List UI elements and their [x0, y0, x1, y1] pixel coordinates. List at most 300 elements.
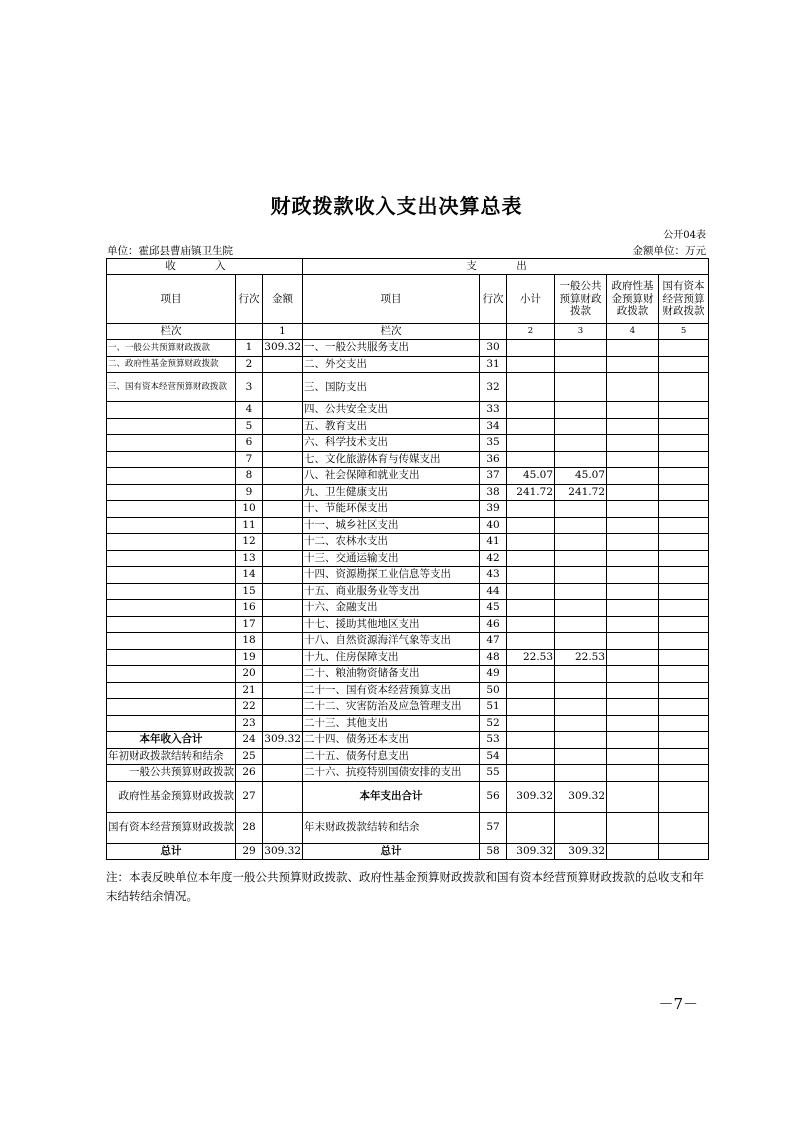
general-budget-cell: [555, 451, 607, 468]
state-capital-cell: [659, 765, 709, 782]
state-capital-cell: [659, 812, 709, 843]
state-capital-cell: [659, 748, 709, 765]
expense-item-cell: 二十三、其他支出: [303, 715, 480, 732]
income-amount-header: 金额: [263, 275, 303, 324]
table-row: [107, 781, 709, 812]
col-index-label-right: 栏次: [303, 324, 480, 340]
subtotal-cell: [507, 748, 555, 765]
gov-fund-cell: [607, 501, 659, 518]
gov-fund-cell: [607, 550, 659, 567]
expense-row-no-cell: 37: [480, 468, 507, 485]
table-row: [107, 567, 709, 584]
expense-item-cell: 二、外交支出: [303, 356, 480, 373]
income-item-cell: [107, 583, 236, 600]
fiscal-summary-table: [106, 258, 709, 860]
expense-item-cell: 十一、城乡社区支出: [303, 517, 480, 534]
income-item-cell: 政府性基金预算财政拨款: [107, 781, 236, 812]
subtotal-cell: [507, 402, 555, 419]
general-budget-cell: [555, 534, 607, 551]
expense-row-no-cell: 42: [480, 550, 507, 567]
gov-fund-cell: [607, 583, 659, 600]
subtotal-cell: [507, 418, 555, 435]
income-item-cell: [107, 699, 236, 716]
state-capital-cell: [659, 600, 709, 617]
income-amount-cell: [263, 550, 303, 567]
subtotal-cell: [507, 534, 555, 551]
income-item-cell: [107, 666, 236, 683]
expense-item-cell: 十五、商业服务业等支出: [303, 583, 480, 600]
col-index-blank: [236, 324, 263, 340]
expense-item-cell: 二十一、国有资本经营预算支出: [303, 682, 480, 699]
subtotal-cell: 45.07: [507, 468, 555, 485]
expense-row-no-cell: 52: [480, 715, 507, 732]
expense-item-cell: 三、国防支出: [303, 373, 480, 402]
income-item-cell: [107, 567, 236, 584]
income-row-no-cell: 4: [236, 402, 263, 419]
income-amount-cell: [263, 373, 303, 402]
general-budget-cell: [555, 517, 607, 534]
state-capital-cell: [659, 468, 709, 485]
income-amount-cell: [263, 435, 303, 452]
table-row: [107, 583, 709, 600]
income-item-cell: [107, 501, 236, 518]
income-row-no-cell: 27: [236, 781, 263, 812]
income-amount-cell: [263, 356, 303, 373]
expense-item-cell: 年末财政拨款结转和结余: [303, 812, 480, 843]
table-row: [107, 468, 709, 485]
income-item-cell: 一般公共预算财政拨款: [107, 765, 236, 782]
expense-item-cell: 二十六、抗疫特别国债安排的支出: [303, 765, 480, 782]
gov-fund-cell: [607, 715, 659, 732]
expense-row-no-cell: 35: [480, 435, 507, 452]
income-row-no-cell: 3: [236, 373, 263, 402]
general-budget-cell: [555, 812, 607, 843]
income-amount-cell: [263, 781, 303, 812]
income-row-no-header: 行次: [236, 275, 263, 324]
state-capital-cell: [659, 484, 709, 501]
expense-item-cell: 七、文化旅游体育与传媒支出: [303, 451, 480, 468]
income-item-cell: [107, 715, 236, 732]
table-row: [107, 812, 709, 843]
gov-fund-cell: [607, 732, 659, 749]
expense-row-no-cell: 53: [480, 732, 507, 749]
expense-row-no-cell: 31: [480, 356, 507, 373]
state-capital-cell: [659, 517, 709, 534]
state-capital-cell: [659, 732, 709, 749]
expense-item-cell: 十、节能环保支出: [303, 501, 480, 518]
col-index-blank: [480, 324, 507, 340]
expense-item-cell: 八、社会保障和就业支出: [303, 468, 480, 485]
col-index-label-left: 栏次: [107, 324, 236, 340]
state-capital-cell: [659, 567, 709, 584]
general-budget-cell: [555, 402, 607, 419]
expense-item-cell: 十三、交通运输支出: [303, 550, 480, 567]
income-row-no-cell: 6: [236, 435, 263, 452]
expense-item-cell: 四、公共安全支出: [303, 402, 480, 419]
col-index-gov-fund: 4: [607, 324, 659, 340]
general-budget-cell: [555, 682, 607, 699]
gov-fund-cell: [607, 356, 659, 373]
gov-fund-cell: [607, 682, 659, 699]
income-row-no-cell: 14: [236, 567, 263, 584]
subtotal-cell: [507, 616, 555, 633]
gov-fund-cell: [607, 781, 659, 812]
general-budget-cell: [555, 583, 607, 600]
income-amount-cell: [263, 567, 303, 584]
expense-row-no-cell: 49: [480, 666, 507, 683]
income-amount-cell: [263, 583, 303, 600]
gov-fund-cell: [607, 666, 659, 683]
state-capital-cell: [659, 843, 709, 860]
table-row: [107, 633, 709, 650]
income-amount-cell: 309.32: [263, 340, 303, 357]
table-row: [107, 451, 709, 468]
expense-row-no-cell: 39: [480, 501, 507, 518]
general-budget-cell: 45.07: [555, 468, 607, 485]
expense-row-no-cell: 43: [480, 567, 507, 584]
general-budget-cell: [555, 418, 607, 435]
subtotal-cell: [507, 583, 555, 600]
expense-row-no-cell: 47: [480, 633, 507, 650]
income-amount-cell: [263, 765, 303, 782]
general-budget-cell: [555, 748, 607, 765]
table-row: [107, 373, 709, 402]
general-budget-cell: 22.53: [555, 649, 607, 666]
subtotal-cell: 241.72: [507, 484, 555, 501]
expense-item-cell: 本年支出合计: [303, 781, 480, 812]
state-capital-cell: [659, 633, 709, 650]
table-row: [107, 484, 709, 501]
expense-row-no-cell: 38: [480, 484, 507, 501]
income-item-cell: 一、一般公共预算财政拨款: [107, 340, 236, 357]
state-capital-cell: [659, 435, 709, 452]
state-capital-cell: [659, 418, 709, 435]
expense-row-no-cell: 54: [480, 748, 507, 765]
unit-label: 单位：霍邱县曹庙镇卫生院: [107, 245, 233, 257]
income-amount-cell: 309.32: [263, 843, 303, 860]
state-capital-cell: [659, 715, 709, 732]
expense-row-no-cell: 32: [480, 373, 507, 402]
page-number: －7－: [658, 995, 698, 1013]
expense-row-no-cell: 46: [480, 616, 507, 633]
income-item-cell: 本年收入合计: [107, 732, 236, 749]
general-budget-cell: [555, 340, 607, 357]
income-amount-cell: [263, 451, 303, 468]
subtotal-cell: [507, 666, 555, 683]
general-budget-header: 一般公共预算财政拨款: [555, 275, 607, 324]
gov-fund-cell: [607, 435, 659, 452]
income-item-cell: [107, 484, 236, 501]
general-budget-cell: [555, 501, 607, 518]
expense-item-cell: 九、卫生健康支出: [303, 484, 480, 501]
table-row: [107, 340, 709, 357]
gov-fund-cell: [607, 418, 659, 435]
income-amount-cell: [263, 517, 303, 534]
income-row-no-cell: 19: [236, 649, 263, 666]
gov-fund-cell: [607, 616, 659, 633]
subtotal-cell: [507, 550, 555, 567]
income-amount-cell: [263, 812, 303, 843]
expense-item-cell: 二十四、债务还本支出: [303, 732, 480, 749]
table-row: [107, 748, 709, 765]
col-index-general: 3: [555, 324, 607, 340]
state-capital-cell: [659, 373, 709, 402]
income-row-no-cell: 22: [236, 699, 263, 716]
expense-item-cell: 总计: [303, 843, 480, 860]
income-amount-cell: [263, 501, 303, 518]
gov-fund-cell: [607, 340, 659, 357]
income-row-no-cell: 10: [236, 501, 263, 518]
income-item-cell: [107, 451, 236, 468]
income-row-no-cell: 21: [236, 682, 263, 699]
section-header-row: [107, 259, 709, 275]
income-item-cell: [107, 616, 236, 633]
income-item-cell: [107, 682, 236, 699]
gov-fund-cell: [607, 484, 659, 501]
table-row: [107, 550, 709, 567]
income-item-cell: [107, 418, 236, 435]
expense-row-no-cell: 30: [480, 340, 507, 357]
gov-fund-cell: [607, 517, 659, 534]
gov-fund-cell: [607, 600, 659, 617]
page-title: 财政拨款收入支出决算总表: [270, 194, 523, 218]
expense-item-cell: 二十五、债务付息支出: [303, 748, 480, 765]
state-capital-cell: [659, 649, 709, 666]
col-index-state-capital: 5: [659, 324, 709, 340]
general-budget-cell: [555, 435, 607, 452]
subtotal-header: 小计: [507, 275, 555, 324]
gov-fund-cell: [607, 451, 659, 468]
expense-row-no-cell: 57: [480, 812, 507, 843]
income-item-cell: [107, 517, 236, 534]
gov-fund-cell: [607, 699, 659, 716]
expense-item-cell: 五、教育支出: [303, 418, 480, 435]
expense-row-no-cell: 50: [480, 682, 507, 699]
general-budget-cell: [555, 567, 607, 584]
income-row-no-cell: 9: [236, 484, 263, 501]
table-row: [107, 600, 709, 617]
gov-fund-cell: [607, 765, 659, 782]
income-row-no-cell: 8: [236, 468, 263, 485]
form-id: 公开04表: [663, 230, 706, 241]
income-amount-cell: [263, 534, 303, 551]
subtotal-cell: [507, 600, 555, 617]
income-item-cell: [107, 633, 236, 650]
table-row: [107, 732, 709, 749]
income-amount-cell: 309.32: [263, 732, 303, 749]
expense-row-no-cell: 56: [480, 781, 507, 812]
column-index-row: [107, 324, 709, 340]
gov-fund-cell: [607, 534, 659, 551]
general-budget-cell: [555, 732, 607, 749]
column-header-row: [107, 275, 709, 324]
gov-fund-header: 政府性基金预算财政拨款: [607, 275, 659, 324]
subtotal-cell: [507, 732, 555, 749]
subtotal-cell: [507, 812, 555, 843]
state-capital-cell: [659, 340, 709, 357]
subtotal-cell: [507, 682, 555, 699]
table-row: [107, 418, 709, 435]
state-capital-cell: [659, 781, 709, 812]
gov-fund-cell: [607, 843, 659, 860]
subtotal-cell: 22.53: [507, 649, 555, 666]
expense-item-cell: 十九、住房保障支出: [303, 649, 480, 666]
income-row-no-cell: 23: [236, 715, 263, 732]
state-capital-cell: [659, 550, 709, 567]
gov-fund-cell: [607, 748, 659, 765]
income-item-cell: [107, 600, 236, 617]
subtotal-cell: [507, 356, 555, 373]
expense-row-no-cell: 45: [480, 600, 507, 617]
general-budget-cell: [555, 550, 607, 567]
expense-item-header: 项目: [303, 275, 480, 324]
col-index-subtotal: 2: [507, 324, 555, 340]
income-item-header: 项目: [107, 275, 236, 324]
income-row-no-cell: 26: [236, 765, 263, 782]
gov-fund-cell: [607, 567, 659, 584]
income-row-no-cell: 11: [236, 517, 263, 534]
income-row-no-cell: 29: [236, 843, 263, 860]
subtotal-cell: [507, 633, 555, 650]
income-item-cell: [107, 649, 236, 666]
general-budget-cell: 309.32: [555, 843, 607, 860]
gov-fund-cell: [607, 402, 659, 419]
expense-item-cell: 十二、农林水支出: [303, 534, 480, 551]
state-capital-cell: [659, 682, 709, 699]
income-item-cell: 总计: [107, 843, 236, 860]
expense-item-cell: 十六、金融支出: [303, 600, 480, 617]
expense-item-cell: 二十、粮油物资储备支出: [303, 666, 480, 683]
income-row-no-cell: 7: [236, 451, 263, 468]
expense-row-no-cell: 51: [480, 699, 507, 716]
state-capital-cell: [659, 402, 709, 419]
income-amount-cell: [263, 468, 303, 485]
income-amount-cell: [263, 666, 303, 683]
general-budget-cell: [555, 616, 607, 633]
income-item-cell: [107, 402, 236, 419]
income-row-no-cell: 12: [236, 534, 263, 551]
income-amount-cell: [263, 418, 303, 435]
state-capital-cell: [659, 534, 709, 551]
table-row: [107, 682, 709, 699]
subtotal-cell: [507, 765, 555, 782]
table-row: [107, 402, 709, 419]
income-amount-cell: [263, 600, 303, 617]
table-row: [107, 843, 709, 860]
gov-fund-cell: [607, 812, 659, 843]
income-row-no-cell: 13: [236, 550, 263, 567]
expense-item-cell: 十七、援助其他地区支出: [303, 616, 480, 633]
expense-header: 支 出: [303, 259, 709, 275]
table-row: [107, 699, 709, 716]
income-item-cell: 年初财政拨款结转和结余: [107, 748, 236, 765]
income-row-no-cell: 20: [236, 666, 263, 683]
subtotal-cell: [507, 501, 555, 518]
table-row: [107, 435, 709, 452]
general-budget-cell: [555, 715, 607, 732]
expense-item-cell: 二十二、灾害防治及应急管理支出: [303, 699, 480, 716]
general-budget-cell: 309.32: [555, 781, 607, 812]
general-budget-cell: [555, 666, 607, 683]
income-row-no-cell: 1: [236, 340, 263, 357]
expense-item-cell: 一、一般公共服务支出: [303, 340, 480, 357]
state-capital-header: 国有资本经营预算财政拨款: [659, 275, 709, 324]
subtotal-cell: [507, 699, 555, 716]
general-budget-cell: [555, 699, 607, 716]
expense-row-no-cell: 34: [480, 418, 507, 435]
income-row-no-cell: 28: [236, 812, 263, 843]
table-row: [107, 616, 709, 633]
subtotal-cell: [507, 435, 555, 452]
general-budget-cell: [555, 373, 607, 402]
state-capital-cell: [659, 583, 709, 600]
general-budget-cell: [555, 633, 607, 650]
subtotal-cell: [507, 715, 555, 732]
state-capital-cell: [659, 356, 709, 373]
income-row-no-cell: 17: [236, 616, 263, 633]
table-row: [107, 649, 709, 666]
gov-fund-cell: [607, 373, 659, 402]
income-item-cell: [107, 550, 236, 567]
income-amount-cell: [263, 682, 303, 699]
income-row-no-cell: 16: [236, 600, 263, 617]
expense-row-no-cell: 41: [480, 534, 507, 551]
subtotal-cell: 309.32: [507, 843, 555, 860]
income-row-no-cell: 5: [236, 418, 263, 435]
state-capital-cell: [659, 451, 709, 468]
income-item-cell: [107, 534, 236, 551]
income-amount-cell: [263, 484, 303, 501]
state-capital-cell: [659, 666, 709, 683]
gov-fund-cell: [607, 468, 659, 485]
income-amount-cell: [263, 616, 303, 633]
subtotal-cell: [507, 567, 555, 584]
income-amount-cell: [263, 699, 303, 716]
expense-row-no-cell: 48: [480, 649, 507, 666]
income-item-cell: [107, 435, 236, 452]
income-row-no-cell: 18: [236, 633, 263, 650]
subtotal-cell: [507, 451, 555, 468]
state-capital-cell: [659, 616, 709, 633]
gov-fund-cell: [607, 649, 659, 666]
expense-row-no-cell: 33: [480, 402, 507, 419]
expense-row-no-header: 行次: [480, 275, 507, 324]
income-amount-cell: [263, 633, 303, 650]
state-capital-cell: [659, 699, 709, 716]
table-note: 注：本表反映单位本年度一般公共预算财政拨款、政府性基金预算财政拨款和国有资本经营预算财政拨款的总收支和年末结转结余情况。: [106, 870, 704, 903]
table-row: [107, 715, 709, 732]
subtotal-cell: [507, 517, 555, 534]
table-row: [107, 356, 709, 373]
expense-item-cell: 六、科学技术支出: [303, 435, 480, 452]
income-item-cell: 三、国有资本经营预算财政拨款: [107, 373, 236, 402]
subtotal-cell: [507, 373, 555, 402]
income-row-no-cell: 2: [236, 356, 263, 373]
income-row-no-cell: 24: [236, 732, 263, 749]
gov-fund-cell: [607, 633, 659, 650]
subtotal-cell: 309.32: [507, 781, 555, 812]
amount-unit: 金额单位：万元: [632, 245, 706, 257]
expense-row-no-cell: 44: [480, 583, 507, 600]
income-amount-cell: [263, 402, 303, 419]
general-budget-cell: [555, 765, 607, 782]
income-row-no-cell: 25: [236, 748, 263, 765]
income-row-no-cell: 15: [236, 583, 263, 600]
table-row: [107, 501, 709, 518]
expense-item-cell: 十八、自然资源海洋气象等支出: [303, 633, 480, 650]
general-budget-cell: 241.72: [555, 484, 607, 501]
col-index-amount: 1: [263, 324, 303, 340]
